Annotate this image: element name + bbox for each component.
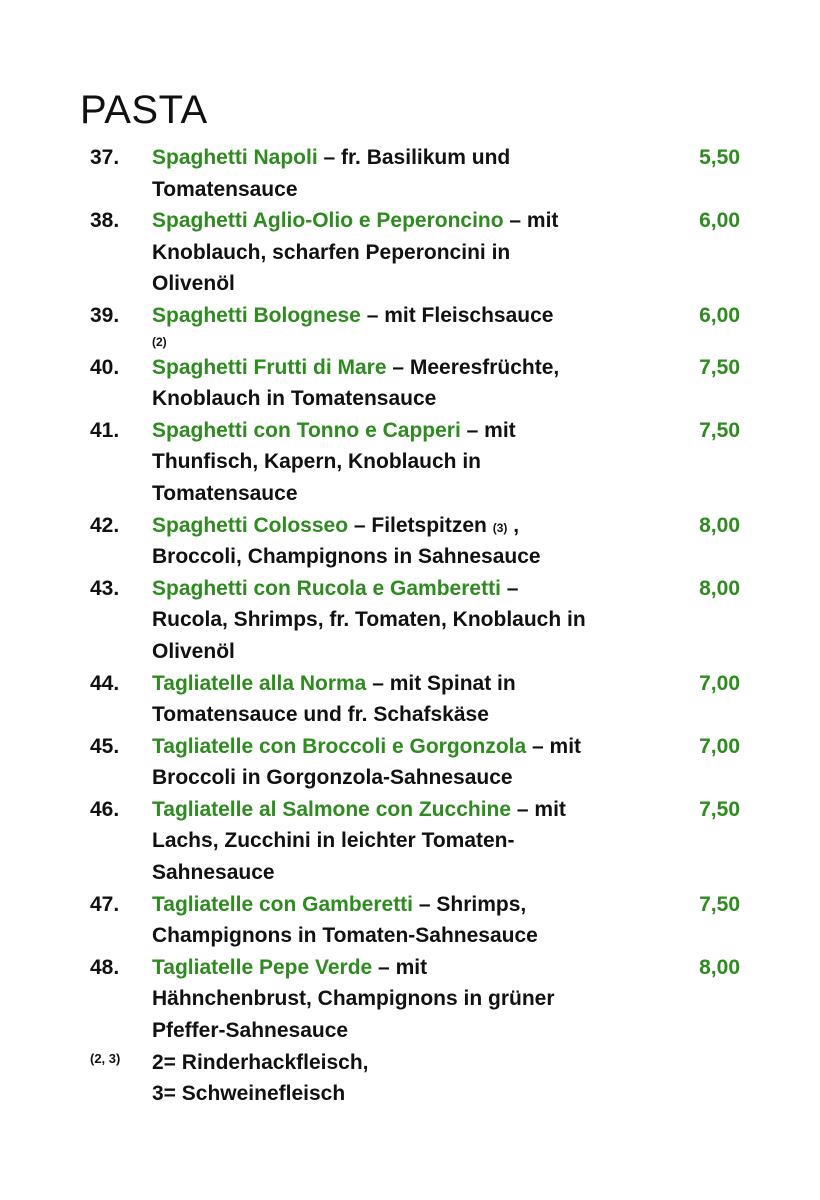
item-price: 8,00 — [699, 513, 740, 537]
item-description — [152, 142, 592, 205]
menu-item-46 — [90, 794, 750, 889]
item-name: Tagliatelle al Salmone con Zucchine — [152, 797, 512, 821]
footnote-line-2: 3= Schweinefleisch — [152, 1082, 346, 1106]
item-price: 7,00 — [699, 671, 740, 695]
item-number: 48. — [90, 955, 120, 979]
item-price: 6,00 — [699, 209, 740, 233]
item-details: – mit Broccoli in Gorgonzola-Sahnesauce — [152, 734, 582, 790]
item-name: Spaghetti con Rucola e Gamberetti — [152, 576, 501, 600]
footnote-marker: (2, 3) — [90, 1050, 121, 1066]
item-number: 38. — [90, 209, 120, 233]
item-number: 44. — [90, 671, 120, 695]
item-name: Spaghetti Aglio-Olio e Peperoncino — [152, 209, 504, 233]
item-name: Tagliatelle alla Norma — [152, 671, 367, 695]
item-description — [152, 668, 592, 731]
item-name: Spaghetti Colosseo — [152, 513, 349, 537]
item-name: Spaghetti Frutti di Mare — [152, 355, 387, 379]
allergen-footnote — [90, 1047, 750, 1110]
menu-item-39 — [90, 300, 750, 352]
item-name: Spaghetti Bolognese — [152, 303, 361, 327]
item-name: Spaghetti con Tonno e Capperi — [152, 418, 461, 442]
item-details: – mit Fleischsauce — [360, 303, 554, 327]
footnote-line-1: 2= Rinderhackfleisch, — [152, 1050, 369, 1074]
item-price: 7,50 — [699, 797, 740, 821]
item-description — [152, 510, 592, 573]
pasta-menu-list — [90, 142, 750, 1110]
menu-item-45 — [90, 731, 750, 794]
menu-item-37 — [90, 142, 750, 205]
item-description — [152, 573, 592, 668]
item-number: 47. — [90, 892, 120, 916]
item-details: – mit Thunfisch, Kapern, Knoblauch in Tomatensauce — [152, 418, 516, 505]
menu-item-40 — [90, 352, 750, 415]
allergen-note: (2) — [152, 334, 167, 349]
item-details: – mit Knoblauch, scharfen Peperoncini in Olivenöl — [152, 209, 559, 296]
item-description — [152, 205, 592, 300]
item-number: 37. — [90, 146, 120, 169]
item-description — [152, 794, 592, 889]
allergen-note: (3) — [492, 520, 508, 535]
item-description — [152, 300, 592, 352]
item-description — [152, 352, 592, 415]
item-number: 41. — [90, 418, 120, 442]
menu-item-43 — [90, 573, 750, 668]
item-details: – Rucola, Shrimps, fr. Tomaten, Knoblauch in Olivenöl — [152, 576, 586, 663]
item-details: – mit Hähnchenbrust, Champignons in grüner Pfeffer-Sahnesauce — [152, 955, 555, 1043]
item-number: 40. — [90, 355, 120, 379]
footnote-text — [152, 1047, 592, 1110]
item-details-continued: , Broccoli, Champignons in Sahnesauce — [152, 513, 541, 569]
menu-item-41 — [90, 415, 750, 510]
item-details: – mit Lachs, Zucchini in leichter Tomaten-Sahnesauce — [152, 797, 566, 885]
item-number: 46. — [90, 797, 120, 821]
menu-item-48 — [90, 952, 750, 1047]
item-description — [152, 731, 592, 794]
item-number: 42. — [90, 513, 120, 537]
item-description — [152, 415, 592, 510]
item-name: Spaghetti Napoli — [152, 146, 318, 169]
item-details: – mit Spinat in Tomatensauce und fr. Schafskäse — [152, 671, 516, 727]
item-number: 45. — [90, 734, 120, 758]
item-name: Tagliatelle Pepe Verde — [152, 955, 373, 979]
item-price: 5,50 — [699, 146, 740, 169]
item-price: 6,00 — [699, 303, 740, 327]
page-title: PASTA — [80, 88, 208, 132]
menu-item-38 — [90, 205, 750, 300]
item-description — [152, 889, 592, 952]
item-details: – Meeresfrüchte, Knoblauch in Tomatensauce — [152, 355, 560, 411]
item-details: – fr. Basilikum und Tomatensauce — [152, 146, 511, 201]
item-description — [152, 952, 592, 1047]
item-name: Tagliatelle con Gamberetti — [152, 892, 414, 916]
menu-item-44 — [90, 668, 750, 731]
menu-item-47 — [90, 889, 750, 952]
item-number: 39. — [90, 303, 120, 327]
item-price: 8,00 — [699, 955, 740, 979]
item-name: Tagliatelle con Broccoli e Gorgonzola — [152, 734, 527, 758]
item-price: 8,00 — [699, 576, 740, 600]
menu-item-42 — [90, 510, 750, 573]
item-price: 7,50 — [699, 355, 740, 379]
item-price: 7,50 — [699, 418, 740, 442]
item-price: 7,00 — [699, 734, 740, 758]
item-details: – Filetspitzen — [348, 513, 493, 537]
item-number: 43. — [90, 576, 120, 600]
item-details: – Shrimps, Champignons in Tomaten-Sahnesauce — [152, 892, 538, 948]
item-price: 7,50 — [699, 892, 740, 916]
